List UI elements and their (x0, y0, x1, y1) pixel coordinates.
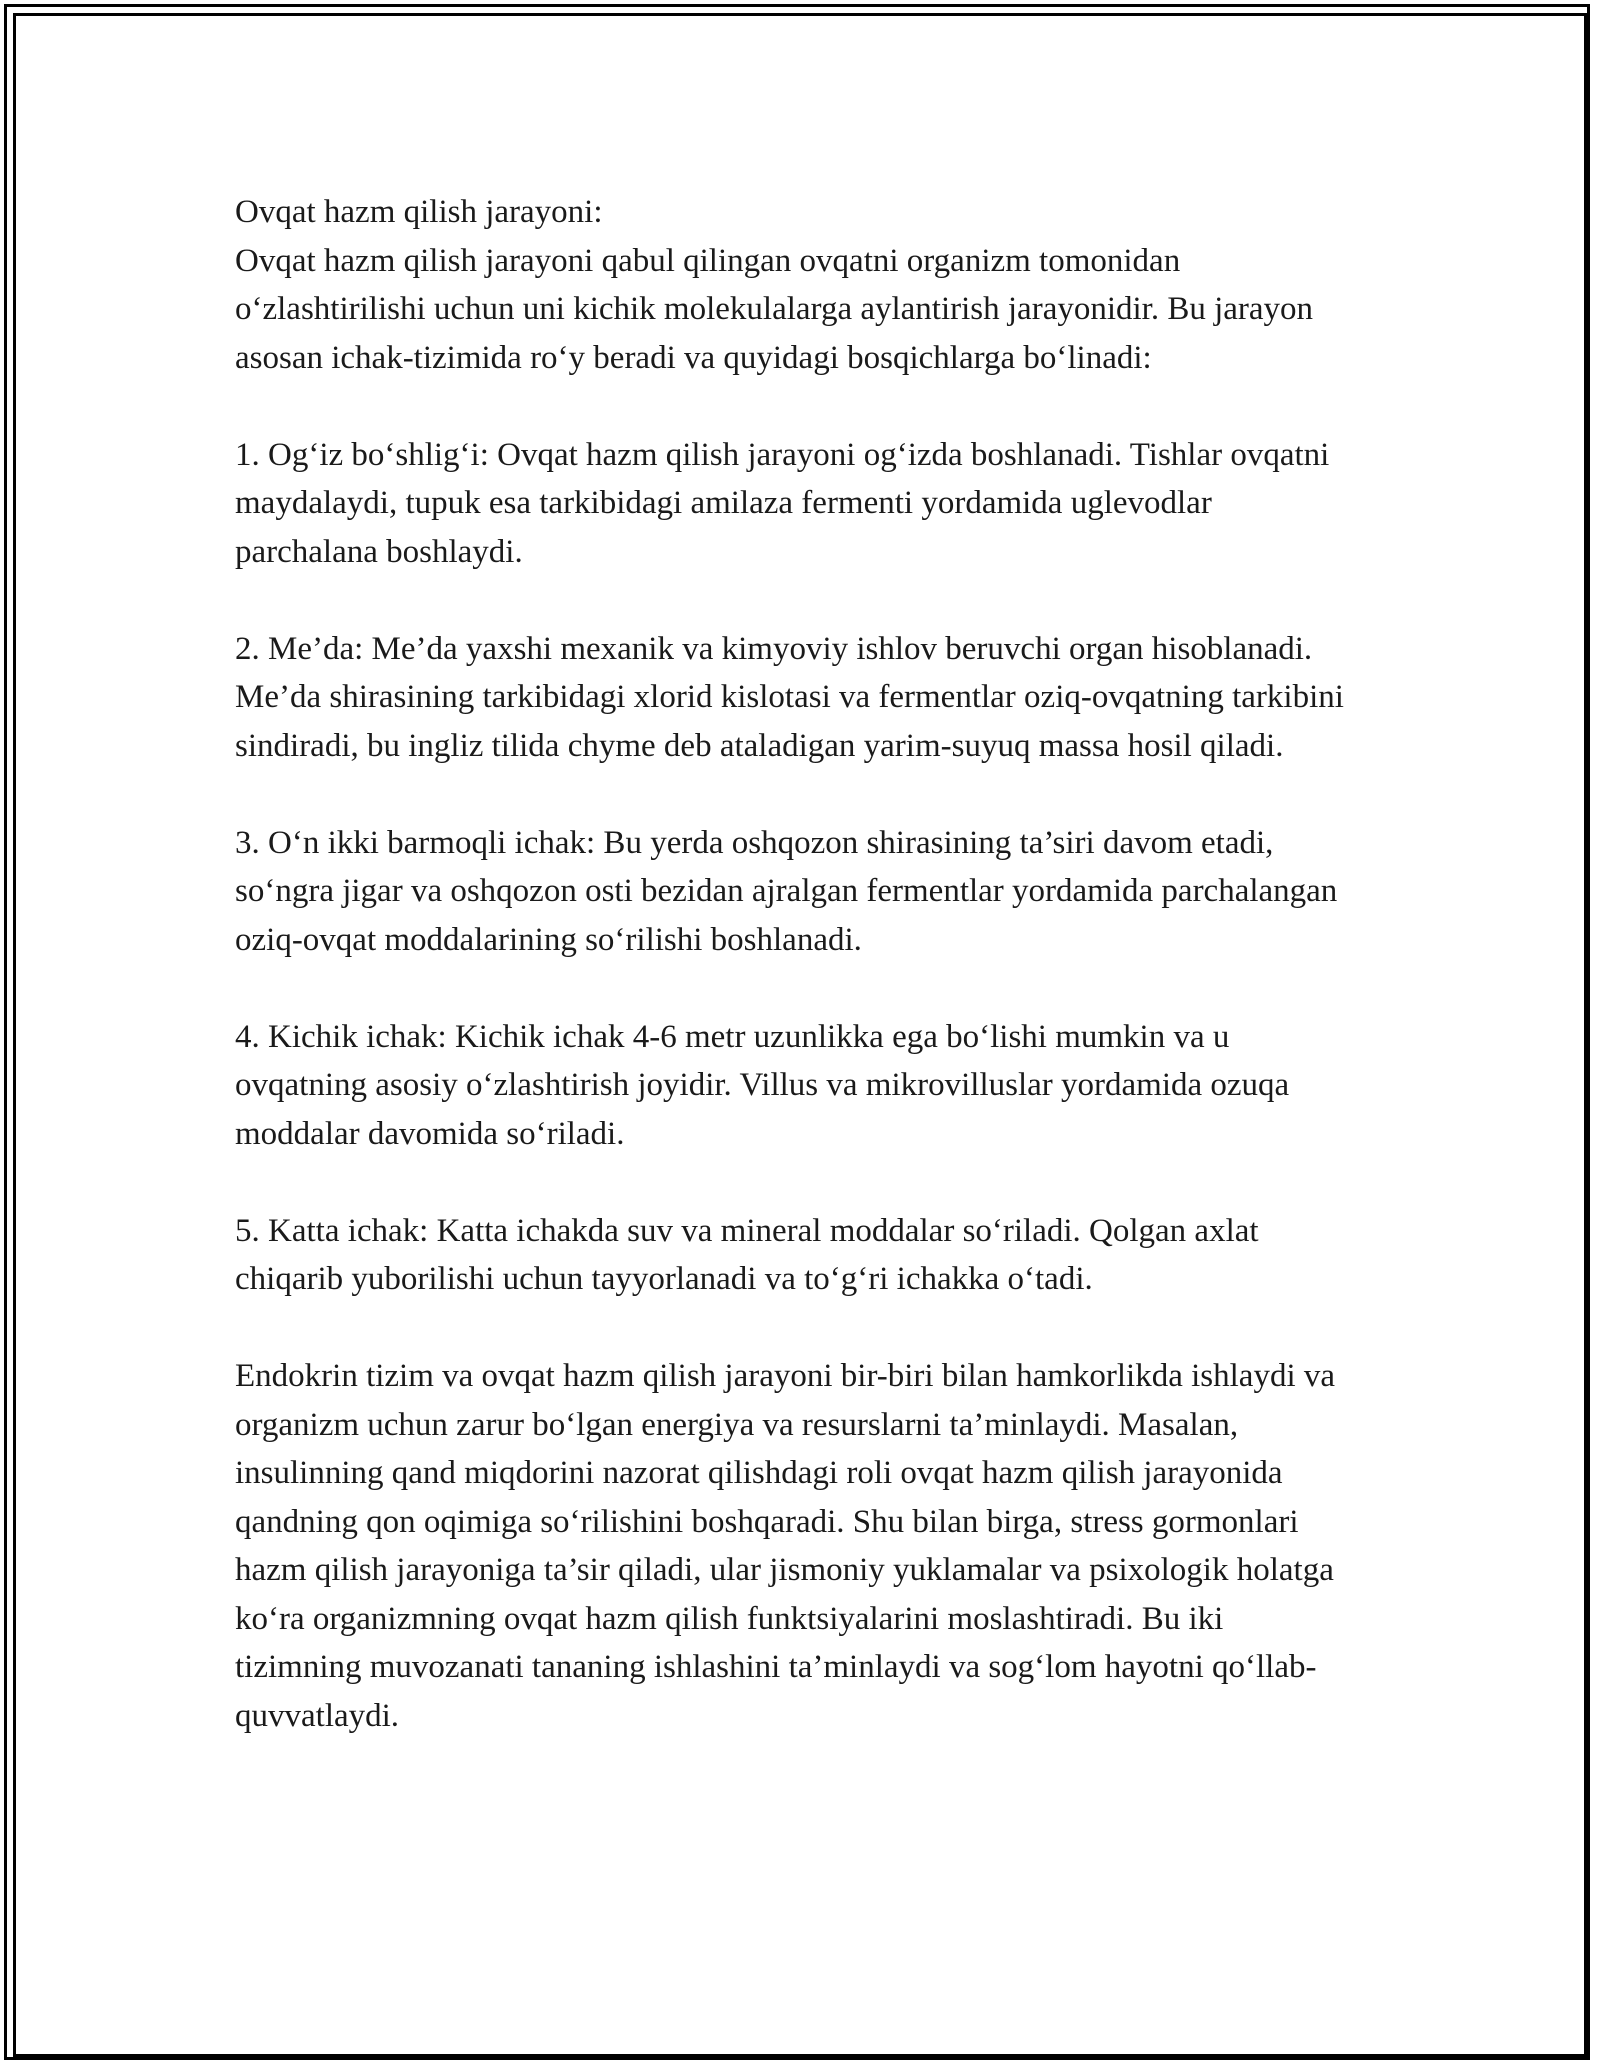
stage-paragraph-5: 5. Katta ichak: Katta ichakda suv va mineral moddalar so‘riladi. Qolgan axlat chiqarib yuborilishi uchun tayyorlanadi va to‘g‘ri ichakka o‘tadi. (235, 1212, 1259, 1297)
intro-paragraph: Ovqat hazm qilish jarayoni qabul qilingan ovqatni organizm tomonidan o‘zlashtirilishi uchun uni kichik molekulalarga aylantirish jarayonidir. Bu jarayon asosan ichak-tizimida ro‘y beradi va quyidagi bosqichlarga bo‘linadi: (235, 242, 1314, 376)
stage-paragraph-4: 4. Kichik ichak: Kichik ichak 4-6 metr uzunlikka ega bo‘lishi mumkin va u ovqatning asosiy o‘zlashtirish joyidir. Villus va mikrovilluslar yordamida ozuqa moddalar davomida so‘riladi. (235, 1018, 1290, 1152)
stage-paragraph-2: 2. Me’da: Me’da yaxshi mexanik va kimyoviy ishlov beruvchi organ hisoblanadi. Me’da shirasining tarkibidagi xlorid kislotasi va fermentlar oziq-ovqatning tarkibini sindiradi, bu ingliz tilida chyme deb ataladigan yarim-suyuq massa hosil qiladi. (235, 630, 1344, 764)
document-heading: Ovqat hazm qilish jarayoni: (235, 194, 603, 230)
stage-paragraph-3: 3. O‘n ikki barmoqli ichak: Bu yerda oshqozon shirasining ta’siri davom etadi, so‘ngra jigar va oshqozon osti bezidan ajralgan fermentlar yordamida parchalangan oziq-ovqat moddalarining so‘rilishi boshlanadi. (235, 824, 1338, 958)
stage-paragraph-1: 1. Og‘iz bo‘shlig‘i: Ovqat hazm qilish jarayoni og‘izda boshlanadi. Tishlar ovqatni maydalaydi, tupuk esa tarkibidagi amilaza fermenti yordamida uglevodlar parchalana boshlaydi. (235, 436, 1330, 570)
conclusion-paragraph: Endokrin tizim va ovqat hazm qilish jarayoni bir-biri bilan hamkorlikda ishlaydi va organizm uchun zarur bo‘lgan energiya va resurslarni ta’minlaydi. Masalan, insulinning qand miqdorini nazorat qilishdagi roli ovqat hazm qilish jarayonida qandning qon oqimiga so‘rilishini boshqaradi. Shu bilan birga, stress gormonlari hazm qilish jarayoniga ta’sir qiladi, ular jismoniy yuklamalar va psixologik holatga ko‘ra organizmning ovqat hazm qilish funktsiyalarini moslashtiradi. Bu iki tizimning muvozanati tananing ishlashini ta’minlaydi va sog‘lom hayotni qo‘llab-quvvatlaydi. (235, 1358, 1336, 1734)
document-body (235, 188, 1355, 1740)
